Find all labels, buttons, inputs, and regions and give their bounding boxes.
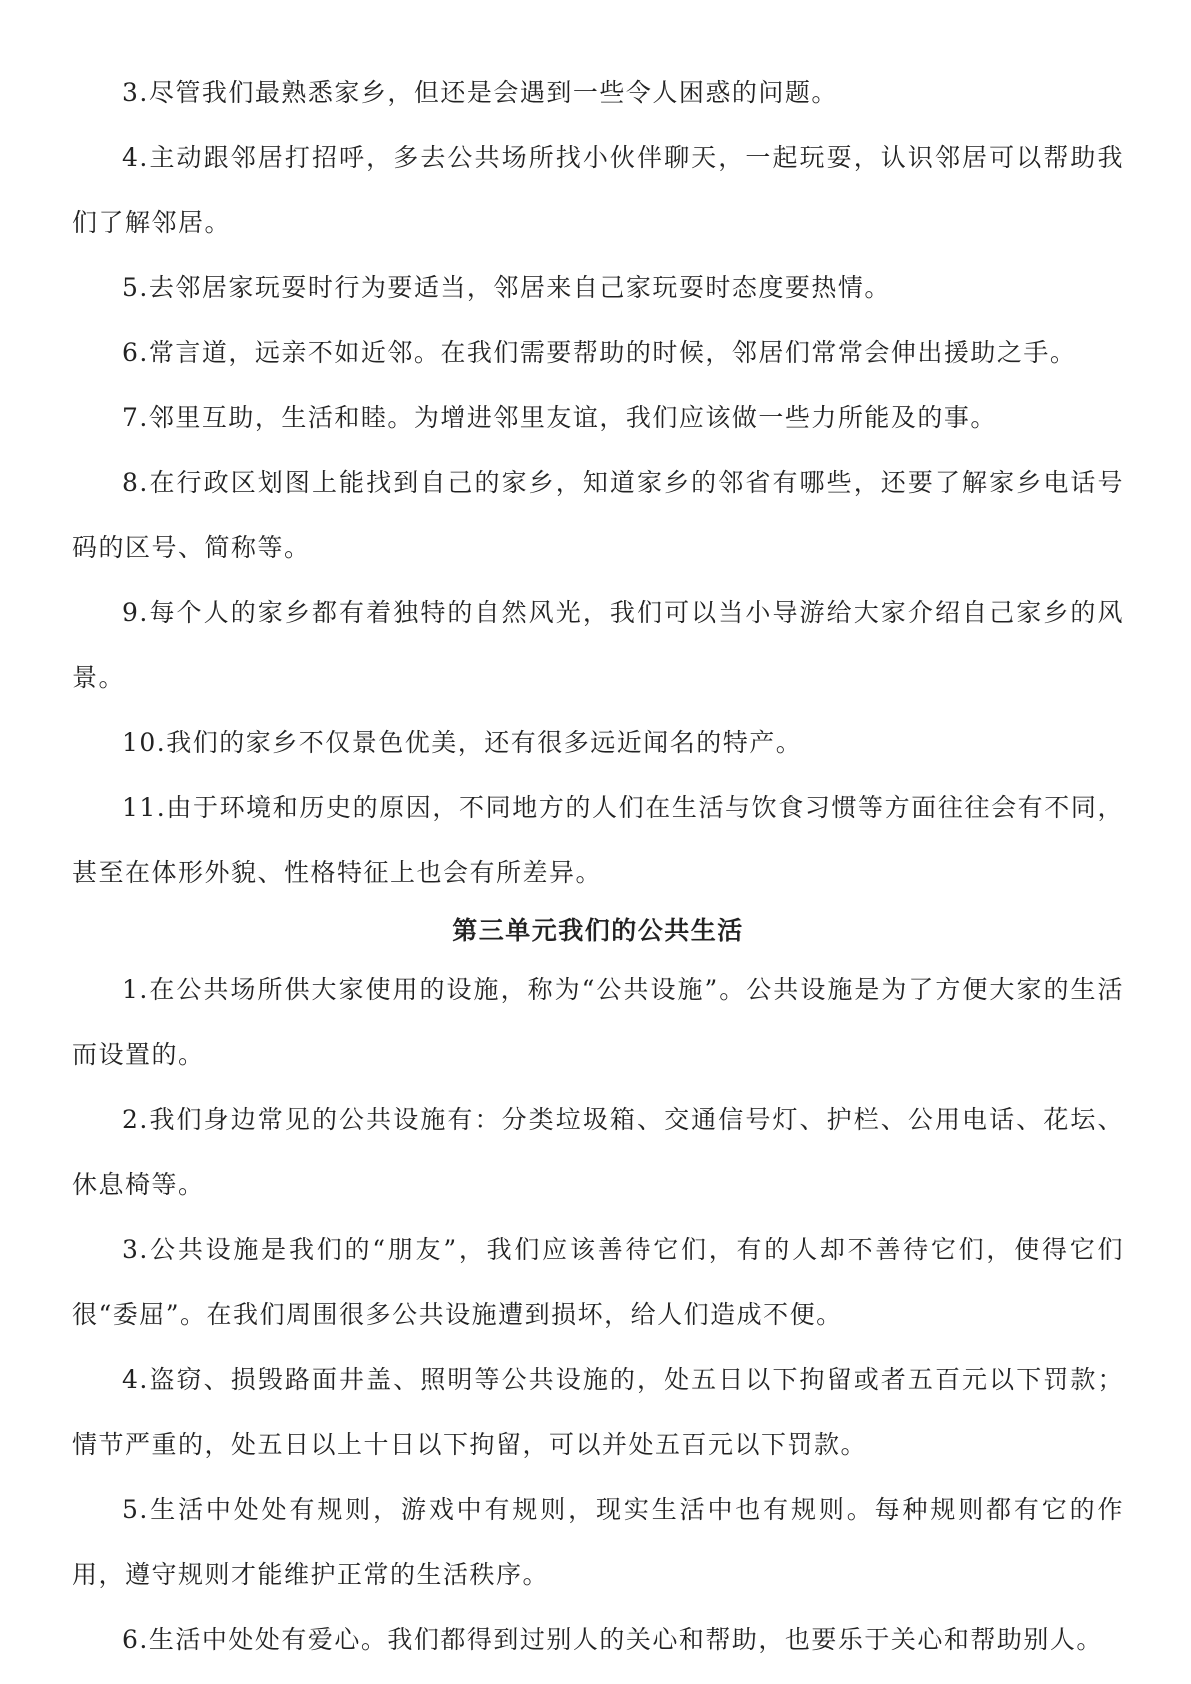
paragraph-unit2-item-5: 5.去邻居家玩耍时行为要适当，邻居来自己家玩耍时态度要热情。 <box>122 273 891 302</box>
paragraph-unit2-item-3: 3.尽管我们最熟悉家乡，但还是会遇到一些令人困惑的问题。 <box>122 78 838 107</box>
paragraph-unit2-item-6: 6.常言道，远亲不如近邻。在我们需要帮助的时候，邻居们常常会伸出援助之手。 <box>122 338 1077 367</box>
paragraph-unit2-item-7: 7.邻里互助，生活和睦。为增进邻里友谊，我们应该做一些力所能及的事。 <box>122 403 997 432</box>
paragraph-unit3-item-6: 6.生活中处处有爱心。我们都得到过别人的关心和帮助，也要乐于关心和帮助别人。 <box>122 1625 1103 1654</box>
paragraph-unit3-item-1: 1.在公共场所供大家使用的设施，称为“公共设施”。公共设施是为了方便大家的生活而设置的。 <box>72 975 1124 1069</box>
paragraph-unit2-item-9: 9.每个人的家乡都有着独特的自然风光，我们可以当小导游给大家介绍自己家乡的风景。 <box>72 598 1124 692</box>
paragraph-unit3-item-5: 5.生活中处处有规则，游戏中有规则，现实生活中也有规则。每种规则都有它的作用，遵守规则才能维护正常的生活秩序。 <box>72 1495 1124 1589</box>
paragraph-unit2-item-8: 8.在行政区划图上能找到自己的家乡，知道家乡的邻省有哪些，还要了解家乡电话号码的区号、简称等。 <box>72 468 1124 562</box>
paragraph-unit2-item-10: 10.我们的家乡不仅景色优美，还有很多远近闻名的特产。 <box>122 728 803 757</box>
document-page <box>72 60 1124 1672</box>
paragraph-unit3-item-2: 2.我们身边常见的公共设施有：分类垃圾箱、交通信号灯、护栏、公用电话、花坛、休息椅等。 <box>72 1105 1124 1199</box>
unit3-heading: 第三单元我们的公共生活 <box>452 916 744 945</box>
paragraph-unit2-item-4: 4.主动跟邻居打招呼，多去公共场所找小伙伴聊天，一起玩耍，认识邻居可以帮助我们了解邻居。 <box>72 143 1124 237</box>
paragraph-unit2-item-11: 11.由于环境和历史的原因，不同地方的人们在生活与饮食习惯等方面往往会有不同，甚至在体形外貌、性格特征上也会有所差异。 <box>72 793 1124 887</box>
paragraph-unit3-item-3: 3.公共设施是我们的“朋友”，我们应该善待它们，有的人却不善待它们，使得它们很“委屈”。在我们周围很多公共设施遭到损坏，给人们造成不便。 <box>72 1235 1124 1329</box>
paragraph-unit3-item-4: 4.盗窃、损毁路面井盖、照明等公共设施的，处五日以下拘留或者五百元以下罚款；情节严重的，处五日以上十日以下拘留，可以并处五百元以下罚款。 <box>72 1365 1124 1459</box>
